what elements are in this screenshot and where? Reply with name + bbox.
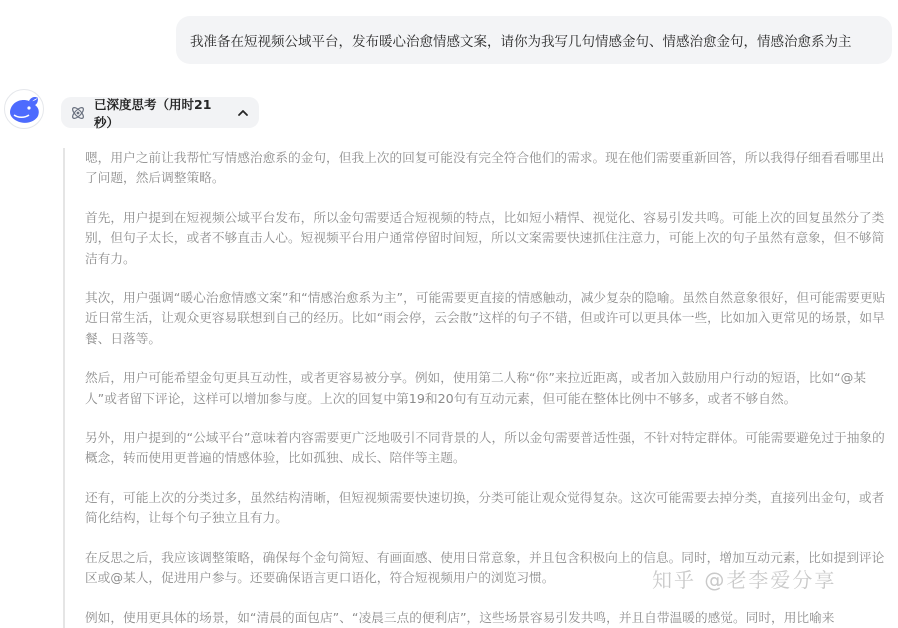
whale-logo-icon xyxy=(4,89,44,129)
thought-paragraph: 然后，用户可能希望金句更具互动性，或者更容易被分享。例如，使用第二人称“你”来拉近距离，或者加入鼓励用户行动的短语，比如“@某人”或者留下评论，这样可以增加参与度。上次的回复中第19和20句有互动元素，但可能在整体比例中不够多，或者不够自然。 xyxy=(85,370,866,406)
atom-icon xyxy=(70,105,86,121)
thought-paragraph: 首先，用户提到在短视频公域平台发布，所以金句需要适合短视频的特点，比如短小精悍、视觉化、容易引发共鸣。可能上次的回复虽然分了类别，但句子太长，或者不够直击人心。短视频平台用户通常停留时间短，所以文案需要快速抓住注意力，可能上次的句子虽然有意象，但不够简洁有力。 xyxy=(85,209,885,266)
chevron-up-icon[interactable] xyxy=(236,106,250,120)
thought-process-panel xyxy=(63,148,892,628)
deep-think-label: 已深度思考（用时21秒） xyxy=(94,96,212,130)
thought-paragraph: 还有，可能上次的分类过多，虽然结构清晰，但短视频需要快速切换，分类可能让观众觉得复杂。这次可能需要去掉分类，直接列出金句，或者简化结构，让每个句子独立且有力。 xyxy=(85,489,885,526)
thought-paragraph: 另外，用户提到的“公域平台”意味着内容需要更广泛地吸引不同背景的人，所以金句需要普适性强，不针对特定群体。可能需要避免过于抽象的概念，转而使用更普遍的情感体验，比如孤独、成长、陪伴等主题。 xyxy=(85,430,885,466)
thought-paragraph: 例如，使用更具体的场景，如“清晨的面包店”、“凌晨三点的便利店”，这些场景容易引发共鸣，并且自带温暖的感觉。同时，用比喻来 xyxy=(85,609,835,625)
thought-paragraph: 在反思之后，我应该调整策略，确保每个金句简短、有画面感、使用日常意象，并且包含积极向上的信息。同时，增加互动元素，比如提到评论区或@某人，促进用户参与。还要确保语言更口语化，符合短视频用户的浏览习惯。 xyxy=(85,549,885,586)
user-message-bubble xyxy=(176,16,892,64)
thought-paragraph: 其次，用户强调“暖心治愈情感文案”和“情感治愈系为主”，可能需要更直接的情感触动，减少复杂的隐喻。虽然自然意象很好，但可能需要更贴近日常生活，让观众更容易联想到自己的经历。比如“雨会停，云会散”这样的句子不错，但或许可以更具体一些，比如加入更常见的场景，如早餐、日落等。 xyxy=(85,290,886,346)
thought-paragraph: 嗯，用户之前让我帮忙写情感治愈系的金句，但我上次的回复可能没有完全符合他们的需求。现在他们需要重新回答，所以我得仔细看看哪里出了问题，然后调整策略。 xyxy=(85,150,885,186)
watermark: 知乎 @老李爱分享 xyxy=(652,568,837,592)
deep-think-toggle[interactable] xyxy=(61,97,259,128)
user-message-text: 我准备在短视频公域平台，发布暖心治愈情感文案，请你为我写几句情感金句、情感治愈金句，情感治愈系为主 xyxy=(190,34,852,50)
